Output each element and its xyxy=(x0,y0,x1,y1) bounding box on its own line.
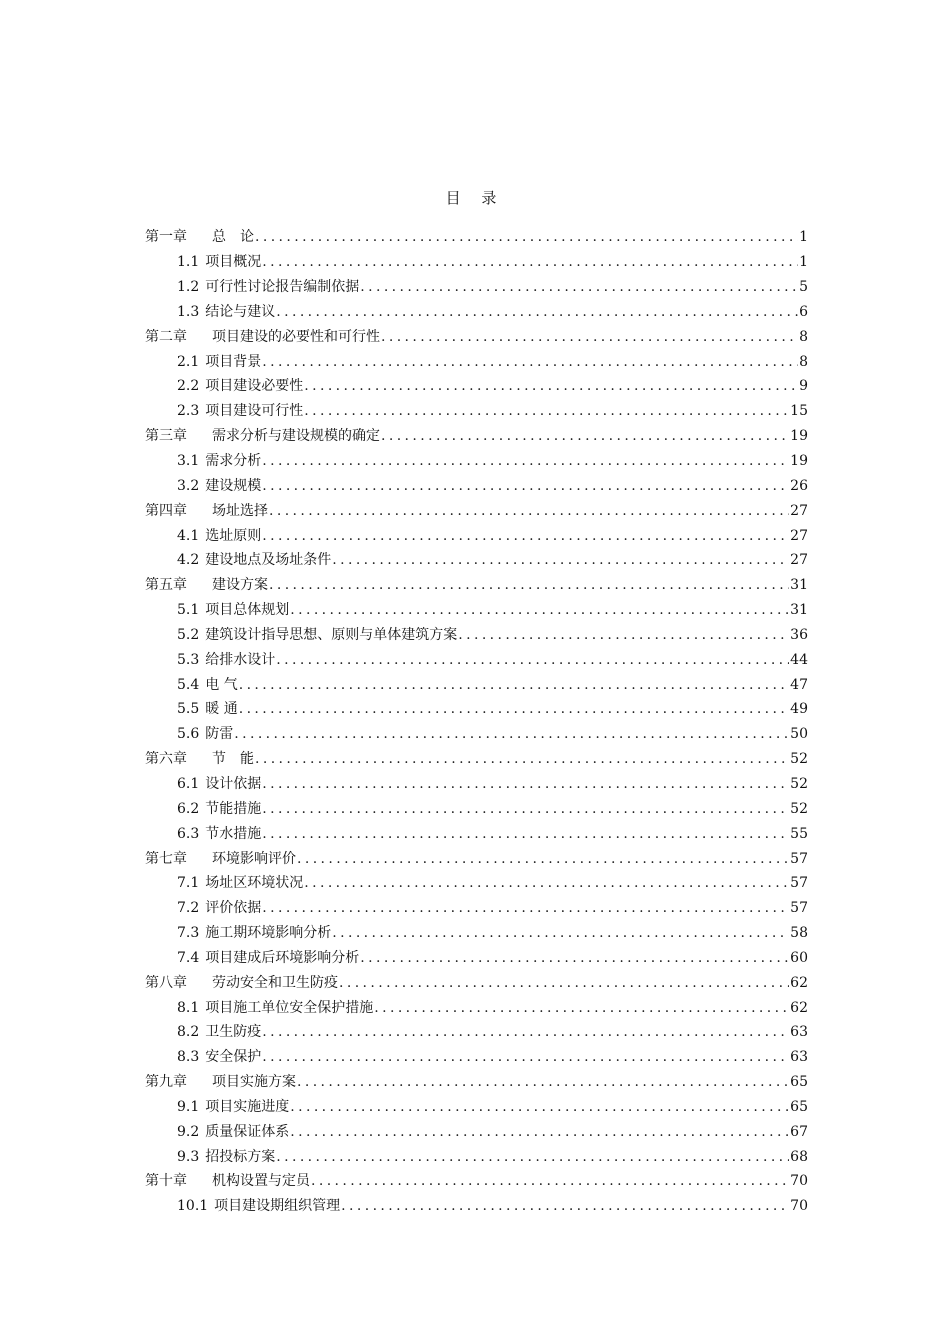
toc-dot-leader xyxy=(381,327,798,347)
toc-page-number: 27 xyxy=(790,502,808,519)
toc-entry-number: 第七章 xyxy=(145,850,187,867)
toc-entry-number: 6.1 xyxy=(177,775,200,792)
toc-dot-leader xyxy=(290,1122,789,1142)
toc-entry-title: 结论与建议 xyxy=(205,303,276,320)
toc-dot-leader xyxy=(290,600,789,620)
toc-entry-heading xyxy=(145,1196,340,1216)
toc-entry-title: 项目建设必要性 xyxy=(205,378,304,395)
toc-section-entry[interactable] xyxy=(145,349,808,374)
toc-entry-number: 7.3 xyxy=(177,925,200,942)
toc-dot-leader xyxy=(360,948,789,968)
toc-section-entry[interactable] xyxy=(145,1045,808,1070)
toc-entry-title: 节能措施 xyxy=(205,800,262,817)
toc-entry-title: 建设方案 xyxy=(212,577,268,594)
toc-page-number: 26 xyxy=(790,477,808,494)
toc-dot-leader xyxy=(262,1022,789,1042)
toc-dot-leader xyxy=(262,774,789,794)
toc-page-number: 49 xyxy=(790,701,808,718)
toc-entry-heading xyxy=(145,849,296,869)
toc-entry-number: 3.1 xyxy=(177,453,200,470)
toc-page-number: 8 xyxy=(799,328,808,345)
toc-chapter-entry[interactable] xyxy=(145,1070,808,1095)
toc-entry-number: 第三章 xyxy=(145,428,187,445)
toc-section-entry[interactable] xyxy=(145,374,808,399)
toc-entry-heading xyxy=(145,302,275,322)
toc-page-number: 31 xyxy=(790,577,808,594)
toc-entry-heading xyxy=(145,699,238,719)
toc-entry-title: 项目实施方案 xyxy=(212,1074,296,1091)
toc-section-entry[interactable] xyxy=(145,896,808,921)
toc-page-number: 47 xyxy=(790,676,808,693)
toc-section-entry[interactable] xyxy=(145,548,808,573)
toc-entry-heading xyxy=(145,799,261,819)
toc-dot-leader xyxy=(269,501,789,521)
toc-entry-number: 5.1 xyxy=(177,602,200,619)
toc-entry-heading xyxy=(145,824,261,844)
toc-section-entry[interactable] xyxy=(145,697,808,722)
toc-section-entry[interactable] xyxy=(145,1119,808,1144)
toc-entry-title: 节水措施 xyxy=(205,825,262,842)
toc-dot-leader xyxy=(262,476,789,496)
toc-page-number: 70 xyxy=(790,1173,808,1190)
toc-dot-leader xyxy=(262,799,789,819)
toc-entry-heading xyxy=(145,600,289,620)
toc-entry-title: 需求分析 xyxy=(205,453,262,470)
toc-dot-leader xyxy=(276,1147,789,1167)
toc-dot-leader xyxy=(239,675,789,695)
toc-entry-title: 节 能 xyxy=(212,751,254,768)
toc-entry-heading xyxy=(145,923,331,943)
toc-dot-leader xyxy=(255,749,789,769)
toc-entry-title: 项目实施进度 xyxy=(205,1098,290,1115)
toc-entry-heading xyxy=(145,1122,289,1142)
toc-dot-leader xyxy=(297,849,789,869)
toc-entry-heading xyxy=(145,625,457,645)
toc-dot-leader xyxy=(269,575,789,595)
toc-entry-title: 项目建成后环境影响分析 xyxy=(205,949,360,966)
toc-chapter-entry[interactable] xyxy=(145,747,808,772)
toc-entry-title: 项目建设的必要性和可行性 xyxy=(212,328,380,345)
toc-entry-title: 项目总体规划 xyxy=(205,602,290,619)
toc-entry-number: 8.1 xyxy=(177,999,200,1016)
toc-entry-heading xyxy=(145,898,261,918)
toc-entry-heading xyxy=(145,376,303,396)
toc-dot-leader xyxy=(255,227,798,247)
toc-page-number: 68 xyxy=(790,1148,808,1165)
toc-entry-title: 项目背景 xyxy=(205,353,262,370)
toc-section-entry[interactable] xyxy=(145,672,808,697)
toc-entry-number: 1.3 xyxy=(177,303,200,320)
toc-entry-title: 需求分析与建设规模的确定 xyxy=(212,428,380,445)
toc-section-entry[interactable] xyxy=(145,945,808,970)
toc-dot-leader xyxy=(374,998,789,1018)
toc-section-entry[interactable] xyxy=(145,523,808,548)
toc-entry-number: 7.4 xyxy=(177,949,200,966)
toc-entry-number: 5.6 xyxy=(177,726,200,743)
toc-entry-title: 选址原则 xyxy=(205,527,262,544)
toc-dot-leader xyxy=(339,973,789,993)
toc-entry-number: 6.2 xyxy=(177,800,200,817)
toc-page-number: 27 xyxy=(790,552,808,569)
toc-entry-heading xyxy=(145,1147,275,1167)
toc-entry-title: 防雷 xyxy=(205,726,234,743)
toc-entry-heading xyxy=(145,998,373,1018)
toc-entry-heading xyxy=(145,1097,289,1117)
toc-entry-number: 4.1 xyxy=(177,527,200,544)
toc-page-number: 9 xyxy=(799,378,808,395)
toc-page-number: 65 xyxy=(790,1074,808,1091)
toc-entry-number: 第一章 xyxy=(145,229,187,246)
toc-entry-title: 施工期环境影响分析 xyxy=(205,925,332,942)
toc-page-number: 1 xyxy=(799,229,808,246)
toc-entry-number: 5.3 xyxy=(177,651,200,668)
toc-dot-leader xyxy=(262,252,798,272)
toc-dot-leader xyxy=(262,824,789,844)
toc-chapter-entry[interactable] xyxy=(145,324,808,349)
toc-entry-title: 暖 通 xyxy=(205,701,238,718)
toc-section-entry[interactable] xyxy=(145,300,808,325)
toc-entry-title: 质量保证体系 xyxy=(205,1123,290,1140)
toc-entry-heading xyxy=(145,277,359,297)
toc-entry-heading xyxy=(145,749,254,769)
table-of-contents xyxy=(145,225,808,1219)
toc-page-number: 60 xyxy=(790,949,808,966)
toc-section-entry[interactable] xyxy=(145,598,808,623)
toc-entry-number: 9.1 xyxy=(177,1098,200,1115)
toc-section-entry[interactable] xyxy=(145,250,808,275)
toc-dot-leader xyxy=(458,625,789,645)
toc-dot-leader xyxy=(239,699,789,719)
toc-dot-leader xyxy=(304,401,789,421)
toc-section-entry[interactable] xyxy=(145,1095,808,1120)
toc-entry-heading xyxy=(145,774,261,794)
toc-entry-title: 场址区环境状况 xyxy=(205,875,304,892)
toc-entry-heading xyxy=(145,327,380,347)
toc-page-number: 55 xyxy=(790,825,808,842)
toc-entry-heading xyxy=(145,1022,261,1042)
toc-entry-heading xyxy=(145,873,303,893)
toc-dot-leader xyxy=(304,376,798,396)
toc-entry-heading xyxy=(145,948,359,968)
toc-entry-number: 第五章 xyxy=(145,577,187,594)
toc-entry-heading xyxy=(145,550,331,570)
toc-chapter-entry[interactable] xyxy=(145,1169,808,1194)
toc-entry-number: 1.1 xyxy=(177,254,200,271)
toc-page-number: 36 xyxy=(790,626,808,643)
toc-dot-leader xyxy=(290,1097,789,1117)
toc-section-entry[interactable] xyxy=(145,647,808,672)
toc-entry-heading xyxy=(145,401,303,421)
toc-dot-leader xyxy=(234,724,789,744)
toc-entry-number: 2.1 xyxy=(177,353,200,370)
toc-page-number: 50 xyxy=(790,726,808,743)
toc-entry-title: 设计依据 xyxy=(205,775,262,792)
toc-section-entry[interactable] xyxy=(145,623,808,648)
toc-entry-number: 8.2 xyxy=(177,1024,200,1041)
toc-entry-title: 项目概况 xyxy=(205,254,262,271)
toc-section-entry[interactable] xyxy=(145,722,808,747)
toc-page-number: 6 xyxy=(799,303,808,320)
toc-page-number: 19 xyxy=(790,453,808,470)
toc-entry-heading xyxy=(145,476,261,496)
toc-entry-title: 评价依据 xyxy=(205,900,262,917)
toc-page-number: 70 xyxy=(790,1198,808,1215)
toc-dot-leader xyxy=(332,923,789,943)
toc-chapter-entry[interactable] xyxy=(145,846,808,871)
toc-section-entry[interactable] xyxy=(145,473,808,498)
toc-page-number: 52 xyxy=(790,775,808,792)
toc-page-number: 31 xyxy=(790,602,808,619)
toc-section-entry[interactable] xyxy=(145,1144,808,1169)
toc-entry-number: 4.2 xyxy=(177,552,200,569)
toc-entry-number: 第九章 xyxy=(145,1074,187,1091)
toc-section-entry[interactable] xyxy=(145,871,808,896)
toc-page-number: 58 xyxy=(790,925,808,942)
toc-page-number: 19 xyxy=(790,428,808,445)
toc-page-number: 57 xyxy=(790,900,808,917)
toc-entry-number: 2.2 xyxy=(177,378,200,395)
toc-page-number: 57 xyxy=(790,875,808,892)
toc-entry-number: 1.2 xyxy=(177,279,200,296)
toc-section-entry[interactable] xyxy=(145,796,808,821)
toc-entry-heading xyxy=(145,675,238,695)
toc-chapter-entry[interactable] xyxy=(145,424,808,449)
toc-entry-heading xyxy=(145,575,268,595)
toc-entry-heading xyxy=(145,352,261,372)
toc-entry-number: 6.3 xyxy=(177,825,200,842)
toc-entry-number: 7.1 xyxy=(177,875,200,892)
toc-page-number: 63 xyxy=(790,1049,808,1066)
toc-entry-number: 7.2 xyxy=(177,900,200,917)
toc-page-number: 65 xyxy=(790,1098,808,1115)
toc-chapter-entry[interactable] xyxy=(145,573,808,598)
toc-entry-title: 项目施工单位安全保护措施 xyxy=(205,999,374,1016)
toc-dot-leader xyxy=(276,302,798,322)
toc-section-entry[interactable] xyxy=(145,995,808,1020)
toc-page-number: 44 xyxy=(790,651,808,668)
toc-chapter-entry[interactable] xyxy=(145,498,808,523)
toc-entry-number: 9.3 xyxy=(177,1148,200,1165)
toc-entry-title: 可行性讨论报告编制依据 xyxy=(205,279,360,296)
toc-dot-leader xyxy=(262,526,789,546)
toc-entry-number: 8.3 xyxy=(177,1049,200,1066)
toc-entry-heading xyxy=(145,724,233,744)
toc-page-number: 63 xyxy=(790,1024,808,1041)
toc-entry-title: 安全保护 xyxy=(205,1049,262,1066)
toc-entry-number: 2.3 xyxy=(177,403,200,420)
toc-dot-leader xyxy=(262,352,798,372)
toc-chapter-entry[interactable] xyxy=(145,970,808,995)
toc-entry-number: 5.5 xyxy=(177,701,200,718)
toc-entry-number: 第二章 xyxy=(145,328,187,345)
toc-page-number: 62 xyxy=(790,999,808,1016)
toc-entry-title: 建设地点及场址条件 xyxy=(205,552,332,569)
toc-page-number: 52 xyxy=(790,751,808,768)
toc-entry-heading xyxy=(145,650,275,670)
toc-dot-leader xyxy=(311,1171,789,1191)
toc-page-number: 52 xyxy=(790,800,808,817)
toc-entry-title: 场址选择 xyxy=(212,502,268,519)
toc-page-number: 27 xyxy=(790,527,808,544)
toc-entry-title: 卫生防疫 xyxy=(205,1024,262,1041)
toc-section-entry[interactable] xyxy=(145,449,808,474)
toc-page-number: 62 xyxy=(790,974,808,991)
toc-entry-number: 第十章 xyxy=(145,1173,187,1190)
toc-section-entry[interactable] xyxy=(145,399,808,424)
toc-entry-title: 建筑设计指导思想、原则与单体建筑方案 xyxy=(205,626,458,643)
toc-entry-number: 5.2 xyxy=(177,626,200,643)
toc-entry-title: 机构设置与定员 xyxy=(212,1173,310,1190)
toc-entry-number: 10.1 xyxy=(177,1198,209,1215)
toc-dot-leader xyxy=(304,873,789,893)
toc-entry-number: 5.4 xyxy=(177,676,200,693)
toc-entry-heading xyxy=(145,426,380,446)
toc-section-entry[interactable] xyxy=(145,772,808,797)
toc-entry-number: 9.2 xyxy=(177,1123,200,1140)
toc-page-number: 67 xyxy=(790,1123,808,1140)
toc-section-entry[interactable] xyxy=(145,1020,808,1045)
toc-entry-heading xyxy=(145,451,261,471)
toc-dot-leader xyxy=(360,277,798,297)
toc-entry-title: 项目建设期组织管理 xyxy=(214,1198,341,1215)
toc-entry-heading xyxy=(145,501,268,521)
toc-dot-leader xyxy=(381,426,789,446)
toc-section-entry[interactable] xyxy=(145,275,808,300)
toc-entry-heading xyxy=(145,1072,296,1092)
toc-section-entry[interactable] xyxy=(145,921,808,946)
page-title: 目 录 xyxy=(445,189,505,207)
toc-page-number: 57 xyxy=(790,850,808,867)
toc-entry-number: 第四章 xyxy=(145,502,187,519)
toc-section-entry[interactable] xyxy=(145,821,808,846)
toc-page-number: 5 xyxy=(799,279,808,296)
toc-page-number: 15 xyxy=(790,403,808,420)
toc-entry-number: 3.2 xyxy=(177,477,200,494)
toc-dot-leader xyxy=(262,898,789,918)
toc-entry-heading xyxy=(145,973,338,993)
toc-page-number: 8 xyxy=(799,353,808,370)
toc-entry-heading xyxy=(145,227,254,247)
toc-entry-title: 环境影响评价 xyxy=(212,850,296,867)
toc-dot-leader xyxy=(341,1196,789,1216)
toc-chapter-entry[interactable] xyxy=(145,225,808,250)
toc-page-number: 1 xyxy=(799,254,808,271)
toc-entry-heading xyxy=(145,1171,310,1191)
toc-dot-leader xyxy=(262,451,789,471)
toc-entry-title: 招投标方案 xyxy=(205,1148,276,1165)
toc-entry-heading xyxy=(145,526,261,546)
toc-dot-leader xyxy=(297,1072,789,1092)
toc-dot-leader xyxy=(262,1047,789,1067)
toc-entry-number: 第六章 xyxy=(145,751,187,768)
toc-entry-title: 给排水设计 xyxy=(205,651,276,668)
toc-entry-number: 第八章 xyxy=(145,974,187,991)
toc-entry-heading xyxy=(145,1047,261,1067)
toc-entry-title: 总 论 xyxy=(212,229,254,246)
toc-entry-title: 电 气 xyxy=(205,676,238,693)
toc-entry-title: 建设规模 xyxy=(205,477,262,494)
toc-dot-leader xyxy=(276,650,789,670)
toc-section-entry[interactable] xyxy=(145,1194,808,1219)
toc-dot-leader xyxy=(332,550,789,570)
toc-entry-title: 劳动安全和卫生防疫 xyxy=(212,974,338,991)
toc-entry-title: 项目建设可行性 xyxy=(205,403,304,420)
toc-entry-heading xyxy=(145,252,261,272)
